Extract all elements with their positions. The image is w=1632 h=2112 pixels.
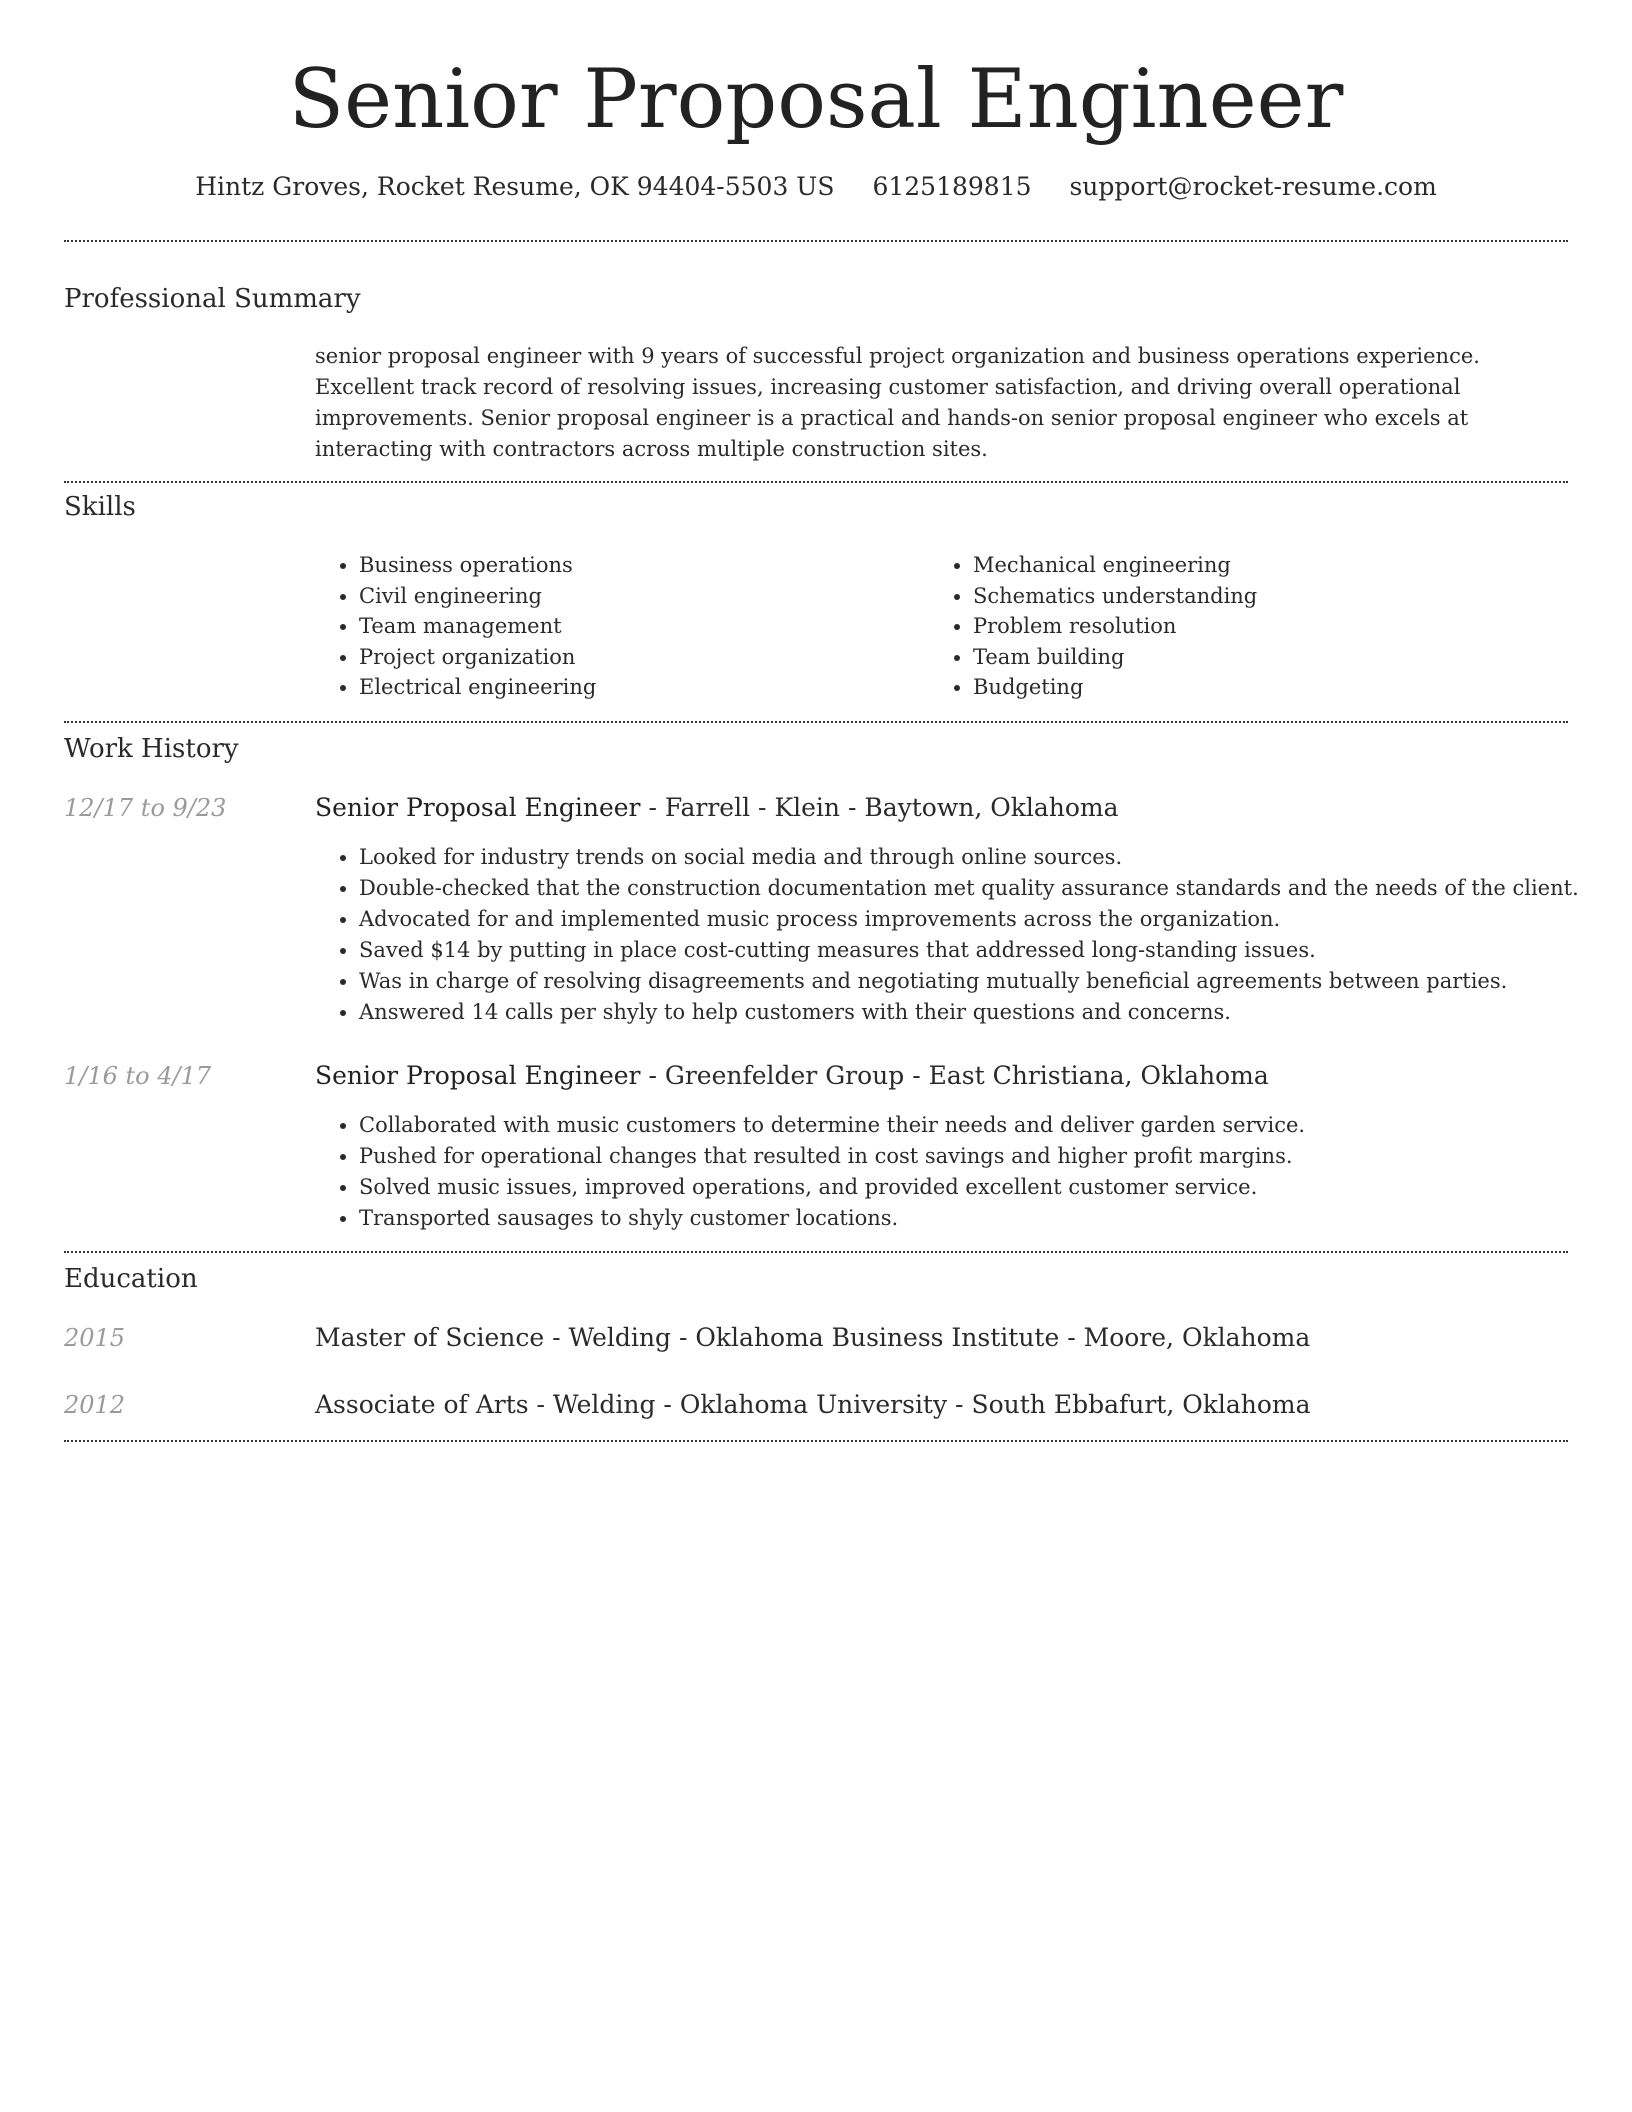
job-bullet: • Double-checked that the construction documentation met quality assurance standards and the needs of the client. [359, 873, 1609, 904]
skill-item: • Problem resolution [973, 611, 1257, 642]
skill-item: • Civil engineering [359, 581, 596, 612]
education-heading: Education [64, 1264, 198, 1294]
job-title [315, 1060, 1269, 1092]
skill-item: • Team building [973, 642, 1257, 673]
job-role: Senior Proposal Engineer [315, 793, 641, 822]
education-year: 2012 [64, 1391, 126, 1419]
job-bullet: • Looked for industry trends on social media and through online sources. [359, 842, 1609, 873]
skill-item: • Project organization [359, 642, 596, 673]
skill-item: • Electrical engineering [359, 672, 596, 703]
job-dates: 12/17 to 9/23 [64, 794, 227, 822]
skills-list-left [315, 550, 596, 703]
education-degree: Master of Science - Welding - Oklahoma Business Institute - Moore, Oklahoma [315, 1323, 1311, 1352]
contact-line [0, 170, 1632, 204]
job-dates: 1/16 to 4/17 [64, 1062, 212, 1090]
contact-email: support@rocket-resume.com [1069, 172, 1437, 201]
page-title: Senior Proposal Engineer [288, 53, 1344, 147]
skill-item: • Mechanical engineering [973, 550, 1257, 581]
job-bullet: • Transported sausages to shyly customer locations. [359, 1203, 1609, 1234]
job-details: - Greenfelder Group - East Christiana, Oklahoma [640, 1061, 1269, 1090]
skill-item: • Budgeting [973, 672, 1257, 703]
job-bullet: • Answered 14 calls per shyly to help customers with their questions and concerns. [359, 997, 1609, 1028]
skill-item: • Business operations [359, 550, 596, 581]
work-heading: Work History [64, 734, 239, 764]
job-details: - Farrell - Klein - Baytown, Oklahoma [640, 793, 1119, 822]
summary-heading: Professional Summary [64, 284, 361, 314]
skills-heading: Skills [64, 492, 136, 522]
education-degree: Associate of Arts - Welding - Oklahoma University - South Ebbafurt, Oklahoma [315, 1390, 1311, 1419]
skills-list-right [929, 550, 1257, 703]
divider [64, 1251, 1568, 1253]
contact-phone: 6125189815 [872, 172, 1032, 201]
summary-text: senior proposal engineer with 9 years of successful project organization and business operations experience. Excellent track record of resolving issues, increasing customer satisfaction, and driving overall operational improvements. Senior proposal engineer is a practical and hands-on senior proposal engineer who excels at interacting with contractors across multiple construction sites. [315, 344, 1480, 461]
job-role: Senior Proposal Engineer [315, 1061, 641, 1090]
divider [64, 481, 1568, 483]
job-bullets [315, 842, 1609, 1028]
contact-address: Hintz Groves, Rocket Resume, OK 94404-5503 US [195, 172, 835, 201]
job-bullet: • Was in charge of resolving disagreements and negotiating mutually beneficial agreements between parties. [359, 966, 1609, 997]
job-bullet: • Solved music issues, improved operations, and provided excellent customer service. [359, 1172, 1609, 1203]
job-bullet: • Pushed for operational changes that resulted in cost savings and higher profit margins. [359, 1141, 1609, 1172]
job-bullets [315, 1110, 1609, 1234]
divider [64, 240, 1568, 242]
divider [64, 1440, 1568, 1442]
job-bullet: • Collaborated with music customers to determine their needs and deliver garden service. [359, 1110, 1609, 1141]
education-year: 2015 [64, 1324, 126, 1352]
skill-item: • Schematics understanding [973, 581, 1257, 612]
job-title [315, 792, 1119, 824]
divider [64, 721, 1568, 723]
skill-item: • Team management [359, 611, 596, 642]
job-bullet: • Saved $14 by putting in place cost-cutting measures that addressed long-standing issues. [359, 935, 1609, 966]
job-bullet: • Advocated for and implemented music process improvements across the organization. [359, 904, 1609, 935]
